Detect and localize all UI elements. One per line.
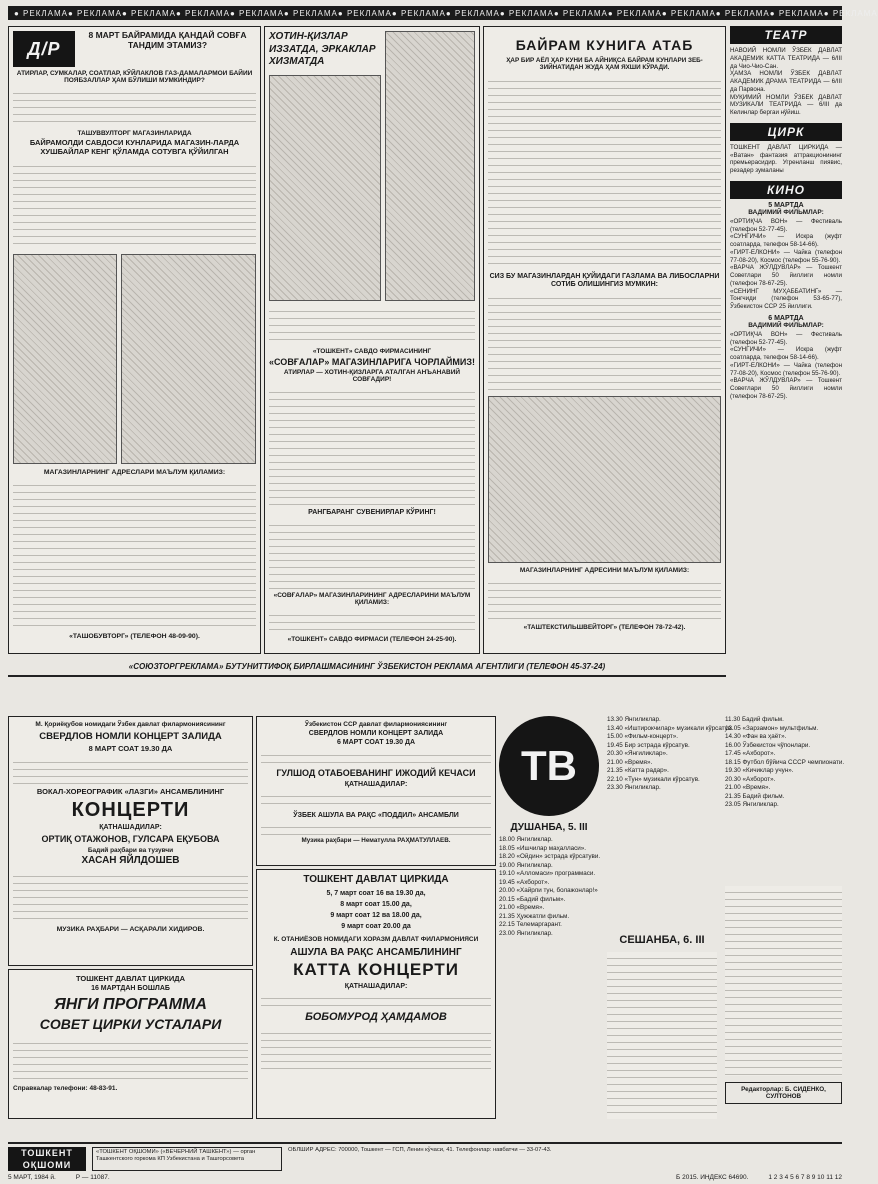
circus-text: ТОШКЕНТ ДАВЛАТ ЦИРКИДА — «Ватан» фантазия аттракционининг премьерасидир. Угренланш пиявис, резадер зумаланы — [730, 143, 842, 174]
circus-heading: ЦИРК — [730, 123, 842, 141]
tv-listing: 20.00 «Хайрли тун, болажонлар!» — [499, 887, 598, 894]
footer-address: ОБЛШИР АДРЕС: 700000, Тошкент — ГСП, Ленин кўчаси, 41. Телефонлар: навбатчи — 33-07-43. — [288, 1147, 552, 1153]
tv-listing: 20.30 «Янгиликлар». — [607, 750, 668, 757]
tv-editor-note: Редакторлар: Б. СИДЕНКО, СУЛТОНОВ — [725, 1082, 842, 1104]
tv-listing: 20.30 «Ахборот». — [725, 775, 776, 783]
tv-listing: 21.00 «Время». — [499, 904, 545, 911]
theatre-heading: ТЕАТР — [730, 26, 842, 44]
cinema-films-day2 — [730, 331, 842, 401]
concert-guest-title: Бадий раҳбари ва тузувчи — [87, 847, 174, 854]
banner-label: ● РЕКЛАМА — [391, 8, 446, 18]
film-listing: «СУНГИЧИ» — Искра (жуфт соатларда, телефон 58-14-66). — [730, 233, 842, 248]
holiday-footer: «ТАШТЕКСТИЛЬШВЕЙТОРГ» (ТЕЛЕФОН 78-72-42). — [523, 624, 686, 632]
gifts-body-text — [13, 87, 256, 127]
circus-program-date: 16 МАРТДАН БОШЛАБ — [91, 985, 170, 992]
ad-holiday — [483, 26, 726, 654]
banner-label: ● РЕКЛАМА — [283, 8, 338, 18]
banner-label: ● РЕКЛАМА — [121, 8, 176, 18]
schedule-line: 9 март соат 12 ва 18.00 да, — [330, 911, 422, 919]
banner-label: ● РЕКЛАМА — [607, 8, 662, 18]
tv-listing: 21.00 «Время». — [607, 758, 653, 766]
concert-guest: ХАСАН ЯЙЛДОШЕВ — [81, 855, 180, 866]
tv-programme — [499, 716, 845, 1119]
tv-listing: 23.05 Янгиликлар. — [725, 801, 779, 808]
tv-listing: 13.40 «Иштирокчилар» музикали кўрсатув. — [607, 724, 733, 732]
tv-listing: 21.35 Бадий фильм. — [725, 792, 785, 800]
concert-stars: ОРТИҚ ОТАЖОНОВ, ГУЛСАРА ЕҚУБОВА — [41, 834, 220, 844]
tv-listing: 17.45 «Ахборот». — [725, 750, 776, 757]
gifts-lead: АТИРЛАР, СУМКАЛАР, СОАТЛАР, КЎЙЛАКЛОВ ГАЗ-ДАМАЛАРМОИ БАЙИИ ПОЯБЗАЛЛАР ҲАМ БЎЛИШИ МУМКИНДИР? — [16, 70, 253, 84]
woman-coat-illustration — [13, 254, 117, 464]
ad-mid-concert — [256, 716, 496, 866]
footer-numbers: 1 2 3 4 5 6 7 8 9 10 11 12 — [768, 1174, 842, 1181]
cinema-films-day1 — [730, 218, 842, 311]
tv-listing: 18.15 Футбол бўйича СССР чемпионати. — [725, 758, 845, 766]
concert-title: КОНЦЕРТИ — [71, 799, 190, 821]
woman-portrait-illustration — [385, 31, 475, 301]
banner-label: ● РЕКЛАМА — [229, 8, 284, 18]
banner-label: ● РЕКЛАМА — [823, 8, 878, 18]
tv-listing: 19.30 «Кичиклар учун». — [725, 767, 794, 774]
ad-concert-hall — [8, 716, 253, 966]
tv-programme-day1 — [499, 836, 599, 938]
circus-program-text — [13, 1037, 248, 1081]
banner-label: ● РЕКЛАМА — [337, 8, 392, 18]
banner-label: ● РЕКЛАМА — [553, 8, 608, 18]
mid-concert-org: Ўзбекистон ССР давлат филармониясининг — [304, 721, 448, 728]
shoes-illustration — [121, 254, 256, 464]
holiday-headline: СИЗ БУ МАГАЗИНЛАРДАН ҚУЙИДАГИ ГАЗЛАМА ВА ЛИБОСЛАРНИ СОТИБ ОЛИШИНГИЗ МУМКИН: — [489, 273, 720, 289]
ad-circus-concert — [256, 869, 496, 1119]
mid-concert-ensemble: ЎЗБЕК АШУЛА ВА РАҚС «ПОДДИЛ» АНСАМБЛИ — [293, 812, 459, 819]
reklama-banner — [8, 6, 878, 20]
holiday-address-list — [488, 577, 721, 621]
theatre-text: НАВОИЙ НОМЛИ ЎЗБЕК ДАВЛАТ АКАДЕМИК КАТТА ТЕАТРИДА — 6/III да Чио-Чио-Сан. ҲАМЗА НОМЛИ ЎЗБЕК ДАВЛАТ АКАДЕМИК ДРАМА ТЕАТРИДА — 6/III да Парвона. МУҚИМИЙ НОМЛИ ЎЗБЕК ДАВЛАТ МУЗИКАЛИ ТЕАТРИДА — 6/III да Келинлар бергаи нўйиш. — [730, 47, 842, 116]
tv-listing: 15.00 «Фильм-концерт». — [607, 733, 679, 740]
gifts-title: 8 МАРТ БАЙРАМИДА ҚАНДАЙ СОВҒА ТАНДИМ ЭТАМИЗ? — [88, 30, 247, 50]
ad-women — [264, 26, 480, 654]
tv-logo: ТВ — [499, 716, 599, 816]
tv-listing: 13.05 «Зарзамон» мультфильм. — [725, 724, 819, 732]
mid-concert-intro — [261, 749, 491, 765]
tv-listing: 18.05 «Ишчилар маҳалласи». — [499, 844, 587, 852]
tv-listing: 19.00 Янгиликлар. — [499, 861, 553, 869]
film-listing: «ГИРТ-ЕЛКОНИ» — Чайка (телефон 77-08-20), Космос (телефон 55-76-90). — [730, 248, 842, 264]
gifts-addresses-title: МАГАЗИНЛАРНИНГ АДРЕСЛАРИ МАЪЛУМ ҚИЛАМИЗ: — [43, 469, 226, 477]
mid-concert-hall: СВЕРДЛОВ НОМЛИ КОНЦЕРТ ЗАЛИДА — [308, 730, 444, 737]
circus-concert-star: БОБОМУРОД ҲАМДАМОВ — [305, 1011, 447, 1024]
holiday-list-text — [488, 292, 721, 392]
cinema-day2: 6 МАРТДА — [768, 314, 804, 322]
schedule-line: 5, 7 март соат 16 ва 19.30 да, — [326, 890, 426, 897]
women-address-list — [269, 609, 475, 633]
cinema-day2-sub: ВАДИМИЙ ФИЛЬМЛАР: — [748, 321, 824, 329]
women-title: ХОТИН-ҚИЗЛАР ИЗЗАТДА, ЭРКАКЛАР ХИЗМАТДА — [269, 31, 376, 67]
banner-label: ● РЕКЛАМА — [499, 8, 554, 18]
sidebar — [730, 26, 842, 677]
ad-circus-program — [8, 969, 253, 1119]
concert-body-text — [13, 756, 248, 784]
ad-gifts — [8, 26, 261, 654]
agency-line: «СОЮЗТОРГРЕКЛАМА» БУТУНИТТИФОҚ БИРЛАШМАСИНИНГ ЎЗБЕКИСТОН РЕКЛАМА АГЕНТЛИГИ (ТЕЛЕФОН 45-37-24) — [8, 657, 726, 677]
tv-day2: СЕШАНБА, 6. III — [619, 934, 705, 946]
schedule-line: 8 март соат 15.00 да, — [340, 900, 412, 908]
holiday-title: БАЙРАМ КУНИГА АТАБ — [515, 37, 694, 53]
circus-concert-participants-title: ҚАТНАШАДИЛАР: — [344, 983, 408, 991]
mid-concert-leads: Музика раҳбари — Нематулла РАҲМАТУЛЛАЕВ. — [301, 837, 451, 844]
women-body-text — [269, 386, 475, 506]
film-listing: «ВАРЧА ЖЎЛДУВЛАР» — Тошкент Советлари 50 йиллиги номли (телефон 78-67-25). — [730, 377, 842, 400]
mid-concert-participants-title: ҚАТНАШАДИЛАР: — [344, 781, 408, 788]
tv-programme-channel3-text — [725, 886, 842, 1076]
tv-listing: 21.35 Ҳужжатли фильм. — [499, 912, 570, 920]
banner-label: ● РЕКЛАМА — [175, 8, 230, 18]
film-listing: «ВАРЧА ЖЎЛДУВЛАР» — Тошкент Советлари 50 йиллиги номли (телефон 78-67-25). — [730, 264, 842, 287]
tv-programme-channel2 — [607, 716, 733, 793]
holiday-addresses-title: МАГАЗИНЛАРНИНГ АДРЕСИНИ МАЪЛУМ ҚИЛАМИЗ: — [519, 567, 690, 575]
women-intro-text — [269, 305, 475, 345]
circus-program-title2: СОВЕТ ЦИРКИ УСТАЛАРИ — [39, 1016, 222, 1032]
gifts-address-list — [13, 479, 256, 629]
circus-concert-ensemble-org: К. ОТАНИЁЗОВ НОМИДАГИ ХОРАЗМ ДАВЛАТ ФИЛАРМОНИЯСИ — [273, 936, 479, 944]
tv-listing: 19.10 «Алломаси» программаси. — [499, 870, 596, 877]
women-footer: «ТОШКЕНТ» САВДО ФИРМАСИ (ТЕЛЕФОН 24-25-90). — [287, 636, 457, 643]
circus-concert-participants — [261, 992, 491, 1008]
banner-label: ● РЕКЛАМА — [769, 8, 824, 18]
circus-concert-title1: АШУЛА ВА РАҚС АНСАМБЛИНИНГ — [290, 947, 462, 959]
gifts-headline: БАЙРАМОЛДИ САВДОСИ КУНЛАРИДА МАГАЗИН-ЛАРДА ХУШБАЙЛАР КЕНГ ҚЎЛАМДА СОТУВГА ҚЎЙИЛГАН — [29, 138, 240, 156]
trade-logo: Д/Р — [13, 31, 75, 67]
cinema-heading: КИНО — [730, 181, 842, 199]
banner-label: ● РЕКЛАМА — [661, 8, 716, 18]
concert-participants-title: ҚАТНАШАДИЛАР: — [99, 824, 162, 831]
footer-masthead: ТОШКЕНТ ОҚШОМИ — [8, 1147, 86, 1171]
tv-programme-day2-text — [607, 952, 717, 1119]
cinema-day1: 5 МАРТДА — [768, 201, 804, 209]
circus-concert-schedule — [261, 889, 491, 932]
tv-listing: 22.15 Телемаргарант. — [499, 921, 562, 928]
banner-label: ● РЕКЛАМА — [715, 8, 770, 18]
tv-listing: 21.35 «Катта радар». — [607, 767, 669, 774]
tv-day1: ДУШАНБА, 5. III — [510, 822, 588, 833]
concert-hall-name: СВЕРДЛОВ НОМЛИ КОНЦЕРТ ЗАЛИДА — [39, 731, 222, 742]
footer-info: «ТОШКЕНТ ОҚШОМИ» («ВЕЧЕРНИЙ ТАШКЕНТ») — орган Ташкентского горкома КП Узбекистана и Ташгорсовета — [92, 1147, 282, 1171]
tv-listing: 16.00 Ўзбекистон чўпонлари. — [725, 741, 811, 749]
tv-listing: 23.30 Янгиликлар. — [607, 784, 661, 791]
mid-concert-artist: ГУЛШОД ОТАБОЕВАНИНГ ИЖОДИЙ КЕЧАСИ — [276, 768, 476, 778]
concert-cast-text — [13, 870, 248, 922]
footer-date: 5 МАРТ, 1984 й. — [8, 1174, 56, 1181]
banner-label: ● РЕКЛАМА — [445, 8, 500, 18]
film-listing: «ОРТИҚЧА ВОН» — Фестиваль (телефон 52-77-45). — [730, 217, 842, 233]
schedule-line: 9 март соат 20.00 да — [341, 922, 411, 930]
perfume-illustration — [269, 75, 381, 302]
women-org: «ТОШКЕНТ» САВДО ФИРМАСИНИНГ — [312, 348, 432, 355]
circus-program-phone: Справкалар телефони: 48-83-91. — [13, 1085, 118, 1092]
circus-program-title1: ЯНГИ ПРОГРАММА — [54, 996, 207, 1013]
cinema-day1-sub: ВАДИМИЙ ФИЛЬМЛАР: — [748, 208, 824, 216]
tv-listing: 18.00 Янгиликлар. — [499, 836, 553, 843]
footer-issue: Р — 11087. — [75, 1174, 110, 1181]
holiday-body-text — [488, 75, 721, 270]
women-body-text-2 — [269, 519, 475, 589]
concert-ensemble: ВОКАЛ-ХОРЕОГРАФИК «ЛАЗГИ» АНСАМБЛИНИНГ — [36, 787, 225, 796]
concert-time: 8 МАРТ СОАТ 19.30 ДА — [88, 744, 173, 753]
women-sub: АТИРЛАР — ХОТИН-ҚИЗЛАРГА АТАЛГАН АНЪАНАВИЙ СОВҒАДИР! — [283, 369, 461, 383]
concert-music-lead: МУЗИКА РАҲБАРИ — АСҚАРАЛИ ХИДИРОВ. — [56, 926, 205, 933]
circus-concert-text — [261, 1027, 491, 1071]
mid-concert-time: 6 МАРТ СОАТ 19.30 ДА — [336, 739, 416, 746]
circus-concert-org: ТОШКЕНТ ДАВЛАТ ЦИРКИДА — [303, 874, 449, 885]
banner-label: ● РЕКЛАМА — [14, 8, 68, 18]
footer-index: Б 2015. ИНДЕКС 64690. — [676, 1174, 749, 1181]
mid-concert-participants — [261, 790, 491, 810]
holiday-lead: ҲАР БИР АЁЛ ҲАР КУНИ БА АЙНИҚСА БАЙРАМ КУНЛАРИ ЗЕБ-ЗИЙНАТИДАН ЖУДА ҲАМ ЯХШИ КЎРАДИ. — [506, 57, 703, 71]
women-slogan: РАНГБАРАНГ СУВЕНИРЛАР КЎРИНГ! — [308, 509, 436, 516]
tv-listing: 18.20 «Ойдин» эстрада кўрсатуви. — [499, 853, 601, 860]
film-listing: «СУНГИЧИ» — Искра (жуфт соатларда, телефон 58-14-66). — [730, 346, 842, 361]
circus-program-org: ТОШКЕНТ ДАВЛАТ ЦИРКИДА — [76, 974, 185, 983]
tv-programme-channel3 — [725, 716, 845, 810]
footer-bottom-line — [8, 1174, 842, 1184]
tv-listing: 14.30 «Фан ва ҳаёт». — [725, 733, 787, 740]
women-addresses-title: «СОВҒАЛАР» МАГАЗИНЛАРИНИНГ АДРЕСЛАРИНИ МАЪЛУМ ҚИЛАМИЗ: — [273, 592, 471, 606]
tv-listing: 23.00 Янгиликлар. — [499, 929, 553, 937]
tv-listing: 19.45 Бир эстрада кўрсатув. — [607, 741, 690, 749]
tv-listing: 19.45 «Ахборот». — [499, 878, 550, 886]
concert-org: М. Қориёқубов номидаги Ўзбек давлат филармониясининг — [35, 721, 226, 728]
tv-listing: 20.15 «Бадий фильм». — [499, 895, 566, 903]
gifts-subhead: ТАШУВВУЛТОРГ МАГАЗИНЛАРИДА — [77, 130, 192, 137]
mid-concert-text — [261, 821, 491, 835]
tv-listing: 11.30 Бадий фильм. — [725, 716, 784, 723]
footer — [8, 1142, 842, 1174]
gifts-description — [13, 160, 256, 250]
film-listing: «СЕНИНГ МУҲАББАТИНГ» — Тонгчиди (телефон 53-65-77), Ўзбекистон ССР 25 йиллиги. — [730, 287, 842, 310]
circus-concert-title2: КАТТА КОНЦЕРТИ — [293, 960, 459, 980]
banner-label: ● РЕКЛАМА — [67, 8, 122, 18]
gifts-footer: «ТАШОБУВТОРГ» (ТЕЛЕФОН 48-09-90). — [69, 633, 200, 641]
flowers-illustration — [488, 396, 721, 563]
tv-listing: 21.00 «Время». — [725, 784, 771, 791]
women-headline: «СОВҒАЛАР» МАГАЗИНЛАРИГА ЧОРЛАЙМИЗ! — [269, 357, 475, 367]
tv-listing: 22.10 «Тун» музикали кўрсатув. — [607, 775, 700, 783]
tv-listing: 13.30 Янгиликлар. — [607, 716, 661, 723]
film-listing: «ГИРТ-ЕЛКОНИ» — Чайка (телефон 77-08-20), Космос (телефон 55-76-90). — [730, 361, 842, 377]
film-listing: «ОРТИҚЧА ВОН» — Фестиваль (телефон 52-77-45). — [730, 330, 842, 346]
